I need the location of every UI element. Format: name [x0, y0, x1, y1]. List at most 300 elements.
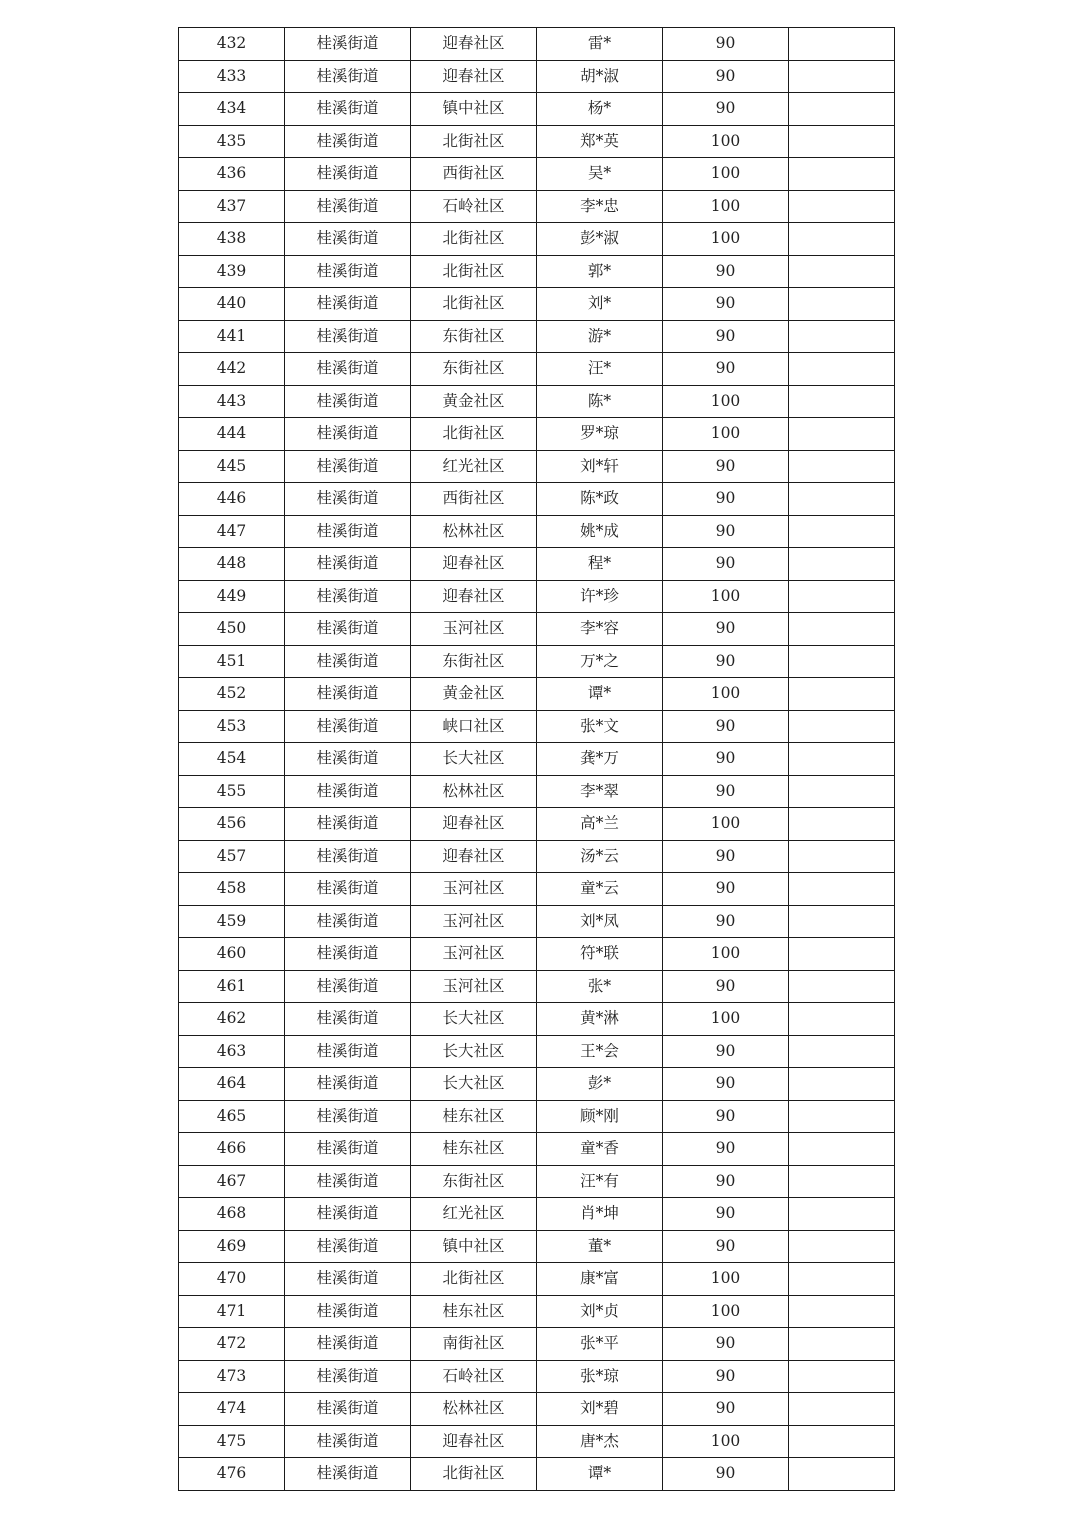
table-row: [179, 1165, 895, 1198]
amount-cell: 90: [663, 1328, 789, 1361]
street-cell: 桂溪街道: [285, 125, 411, 158]
street-cell: 桂溪街道: [285, 255, 411, 288]
name-cell: 刘*: [537, 288, 663, 321]
name-cell: 程*: [537, 548, 663, 581]
community-cell: 黄金社区: [411, 678, 537, 711]
remark-cell: [789, 1295, 895, 1328]
community-cell: 长大社区: [411, 1003, 537, 1036]
row-number-cell: 456: [179, 808, 285, 841]
amount-cell: 90: [663, 353, 789, 386]
street-cell: 桂溪街道: [285, 1425, 411, 1458]
table-row: [179, 808, 895, 841]
name-cell: 张*文: [537, 710, 663, 743]
table-row: [179, 905, 895, 938]
street-cell: 桂溪街道: [285, 1263, 411, 1296]
remark-cell: [789, 645, 895, 678]
row-number-cell: 459: [179, 905, 285, 938]
name-cell: 黄*淋: [537, 1003, 663, 1036]
community-cell: 松林社区: [411, 775, 537, 808]
street-cell: 桂溪街道: [285, 1035, 411, 1068]
name-cell: 高*兰: [537, 808, 663, 841]
name-cell: 彭*: [537, 1068, 663, 1101]
amount-cell: 90: [663, 1133, 789, 1166]
row-number-cell: 451: [179, 645, 285, 678]
table-row: [179, 645, 895, 678]
table-row: [179, 288, 895, 321]
street-cell: 桂溪街道: [285, 1003, 411, 1036]
amount-cell: 100: [663, 808, 789, 841]
remark-cell: [789, 1360, 895, 1393]
remark-cell: [789, 158, 895, 191]
amount-cell: 90: [663, 450, 789, 483]
table-row: [179, 710, 895, 743]
amount-cell: 90: [663, 288, 789, 321]
remark-cell: [789, 418, 895, 451]
name-cell: 汪*: [537, 353, 663, 386]
street-cell: 桂溪街道: [285, 1100, 411, 1133]
community-cell: 玉河社区: [411, 905, 537, 938]
street-cell: 桂溪街道: [285, 1393, 411, 1426]
community-cell: 石岭社区: [411, 190, 537, 223]
community-cell: 迎春社区: [411, 28, 537, 61]
row-number-cell: 473: [179, 1360, 285, 1393]
amount-cell: 90: [663, 515, 789, 548]
name-cell: 陈*: [537, 385, 663, 418]
table-row: [179, 1360, 895, 1393]
amount-cell: 90: [663, 645, 789, 678]
street-cell: 桂溪街道: [285, 450, 411, 483]
community-cell: 北街社区: [411, 1458, 537, 1491]
street-cell: 桂溪街道: [285, 1230, 411, 1263]
name-cell: 唐*杰: [537, 1425, 663, 1458]
row-number-cell: 465: [179, 1100, 285, 1133]
table-row: [179, 613, 895, 646]
remark-cell: [789, 938, 895, 971]
street-cell: 桂溪街道: [285, 60, 411, 93]
name-cell: 胡*淑: [537, 60, 663, 93]
community-cell: 西街社区: [411, 158, 537, 191]
table-row: [179, 320, 895, 353]
amount-cell: 100: [663, 1263, 789, 1296]
remark-cell: [789, 613, 895, 646]
remark-cell: [789, 1458, 895, 1491]
table-row: [179, 840, 895, 873]
remark-cell: [789, 1425, 895, 1458]
street-cell: 桂溪街道: [285, 808, 411, 841]
amount-cell: 90: [663, 483, 789, 516]
community-cell: 迎春社区: [411, 808, 537, 841]
street-cell: 桂溪街道: [285, 353, 411, 386]
amount-cell: 100: [663, 190, 789, 223]
amount-cell: 100: [663, 678, 789, 711]
row-number-cell: 453: [179, 710, 285, 743]
row-number-cell: 442: [179, 353, 285, 386]
data-table: [178, 27, 895, 1491]
table-row: [179, 418, 895, 451]
street-cell: 桂溪街道: [285, 28, 411, 61]
row-number-cell: 460: [179, 938, 285, 971]
row-number-cell: 438: [179, 223, 285, 256]
community-cell: 北街社区: [411, 125, 537, 158]
row-number-cell: 439: [179, 255, 285, 288]
row-number-cell: 446: [179, 483, 285, 516]
remark-cell: [789, 385, 895, 418]
amount-cell: 90: [663, 710, 789, 743]
amount-cell: 100: [663, 1425, 789, 1458]
community-cell: 桂东社区: [411, 1133, 537, 1166]
street-cell: 桂溪街道: [285, 905, 411, 938]
row-number-cell: 469: [179, 1230, 285, 1263]
street-cell: 桂溪街道: [285, 970, 411, 1003]
street-cell: 桂溪街道: [285, 1165, 411, 1198]
table-row: [179, 1003, 895, 1036]
table-row: [179, 385, 895, 418]
community-cell: 桂东社区: [411, 1100, 537, 1133]
remark-cell: [789, 483, 895, 516]
street-cell: 桂溪街道: [285, 775, 411, 808]
row-number-cell: 452: [179, 678, 285, 711]
amount-cell: 90: [663, 1393, 789, 1426]
community-cell: 东街社区: [411, 645, 537, 678]
remark-cell: [789, 1263, 895, 1296]
street-cell: 桂溪街道: [285, 840, 411, 873]
remark-cell: [789, 1035, 895, 1068]
remark-cell: [789, 1230, 895, 1263]
street-cell: 桂溪街道: [285, 483, 411, 516]
row-number-cell: 447: [179, 515, 285, 548]
table-body: [179, 28, 895, 1491]
row-number-cell: 474: [179, 1393, 285, 1426]
name-cell: 雷*: [537, 28, 663, 61]
name-cell: 彭*淑: [537, 223, 663, 256]
table-row: [179, 1263, 895, 1296]
amount-cell: 90: [663, 873, 789, 906]
amount-cell: 90: [663, 1035, 789, 1068]
amount-cell: 90: [663, 1230, 789, 1263]
table-row: [179, 353, 895, 386]
row-number-cell: 454: [179, 743, 285, 776]
remark-cell: [789, 190, 895, 223]
row-number-cell: 462: [179, 1003, 285, 1036]
remark-cell: [789, 775, 895, 808]
street-cell: 桂溪街道: [285, 873, 411, 906]
table-row: [179, 873, 895, 906]
community-cell: 玉河社区: [411, 613, 537, 646]
amount-cell: 90: [663, 93, 789, 126]
table-row: [179, 1393, 895, 1426]
row-number-cell: 476: [179, 1458, 285, 1491]
name-cell: 童*香: [537, 1133, 663, 1166]
table-row: [179, 1230, 895, 1263]
row-number-cell: 449: [179, 580, 285, 613]
amount-cell: 90: [663, 1360, 789, 1393]
remark-cell: [789, 1198, 895, 1231]
amount-cell: 90: [663, 548, 789, 581]
remark-cell: [789, 710, 895, 743]
remark-cell: [789, 93, 895, 126]
amount-cell: 90: [663, 28, 789, 61]
street-cell: 桂溪街道: [285, 580, 411, 613]
amount-cell: 100: [663, 1295, 789, 1328]
name-cell: 汪*有: [537, 1165, 663, 1198]
row-number-cell: 468: [179, 1198, 285, 1231]
row-number-cell: 440: [179, 288, 285, 321]
remark-cell: [789, 125, 895, 158]
street-cell: 桂溪街道: [285, 613, 411, 646]
table-row: [179, 60, 895, 93]
name-cell: 刘*贞: [537, 1295, 663, 1328]
amount-cell: 100: [663, 223, 789, 256]
table-row: [179, 580, 895, 613]
community-cell: 玉河社区: [411, 938, 537, 971]
row-number-cell: 434: [179, 93, 285, 126]
community-cell: 南街社区: [411, 1328, 537, 1361]
community-cell: 玉河社区: [411, 873, 537, 906]
amount-cell: 100: [663, 1003, 789, 1036]
amount-cell: 90: [663, 775, 789, 808]
street-cell: 桂溪街道: [285, 515, 411, 548]
community-cell: 桂东社区: [411, 1295, 537, 1328]
table-row: [179, 548, 895, 581]
amount-cell: 90: [663, 613, 789, 646]
remark-cell: [789, 288, 895, 321]
table-row: [179, 483, 895, 516]
amount-cell: 90: [663, 255, 789, 288]
row-number-cell: 457: [179, 840, 285, 873]
name-cell: 游*: [537, 320, 663, 353]
remark-cell: [789, 1328, 895, 1361]
row-number-cell: 461: [179, 970, 285, 1003]
street-cell: 桂溪街道: [285, 385, 411, 418]
name-cell: 顾*刚: [537, 1100, 663, 1133]
row-number-cell: 443: [179, 385, 285, 418]
community-cell: 松林社区: [411, 1393, 537, 1426]
name-cell: 李*容: [537, 613, 663, 646]
community-cell: 石岭社区: [411, 1360, 537, 1393]
name-cell: 刘*碧: [537, 1393, 663, 1426]
table-row: [179, 28, 895, 61]
street-cell: 桂溪街道: [285, 158, 411, 191]
remark-cell: [789, 808, 895, 841]
street-cell: 桂溪街道: [285, 1068, 411, 1101]
remark-cell: [789, 580, 895, 613]
table-row: [179, 1133, 895, 1166]
community-cell: 松林社区: [411, 515, 537, 548]
table-row: [179, 1035, 895, 1068]
name-cell: 刘*轩: [537, 450, 663, 483]
remark-cell: [789, 515, 895, 548]
remark-cell: [789, 1068, 895, 1101]
community-cell: 东街社区: [411, 320, 537, 353]
amount-cell: 90: [663, 320, 789, 353]
amount-cell: 90: [663, 743, 789, 776]
table-row: [179, 743, 895, 776]
remark-cell: [789, 970, 895, 1003]
street-cell: 桂溪街道: [285, 320, 411, 353]
table-row: [179, 1425, 895, 1458]
table-row: [179, 1458, 895, 1491]
community-cell: 长大社区: [411, 1068, 537, 1101]
street-cell: 桂溪街道: [285, 710, 411, 743]
community-cell: 迎春社区: [411, 60, 537, 93]
remark-cell: [789, 1003, 895, 1036]
name-cell: 陈*政: [537, 483, 663, 516]
amount-cell: 90: [663, 1198, 789, 1231]
remark-cell: [789, 223, 895, 256]
amount-cell: 90: [663, 1458, 789, 1491]
community-cell: 北街社区: [411, 288, 537, 321]
remark-cell: [789, 548, 895, 581]
remark-cell: [789, 450, 895, 483]
name-cell: 王*会: [537, 1035, 663, 1068]
community-cell: 迎春社区: [411, 548, 537, 581]
community-cell: 红光社区: [411, 1198, 537, 1231]
community-cell: 西街社区: [411, 483, 537, 516]
street-cell: 桂溪街道: [285, 190, 411, 223]
amount-cell: 100: [663, 125, 789, 158]
table-row: [179, 938, 895, 971]
name-cell: 张*琼: [537, 1360, 663, 1393]
community-cell: 北街社区: [411, 223, 537, 256]
community-cell: 东街社区: [411, 353, 537, 386]
row-number-cell: 435: [179, 125, 285, 158]
name-cell: 罗*琼: [537, 418, 663, 451]
amount-cell: 100: [663, 158, 789, 191]
row-number-cell: 433: [179, 60, 285, 93]
street-cell: 桂溪街道: [285, 938, 411, 971]
street-cell: 桂溪街道: [285, 548, 411, 581]
row-number-cell: 467: [179, 1165, 285, 1198]
table-row: [179, 1100, 895, 1133]
community-cell: 北街社区: [411, 1263, 537, 1296]
remark-cell: [789, 873, 895, 906]
row-number-cell: 436: [179, 158, 285, 191]
street-cell: 桂溪街道: [285, 743, 411, 776]
remark-cell: [789, 320, 895, 353]
name-cell: 谭*: [537, 1458, 663, 1491]
name-cell: 郭*: [537, 255, 663, 288]
name-cell: 肖*坤: [537, 1198, 663, 1231]
community-cell: 迎春社区: [411, 1425, 537, 1458]
community-cell: 迎春社区: [411, 580, 537, 613]
remark-cell: [789, 353, 895, 386]
row-number-cell: 470: [179, 1263, 285, 1296]
community-cell: 长大社区: [411, 1035, 537, 1068]
name-cell: 刘*凤: [537, 905, 663, 938]
name-cell: 谭*: [537, 678, 663, 711]
amount-cell: 90: [663, 970, 789, 1003]
community-cell: 红光社区: [411, 450, 537, 483]
amount-cell: 90: [663, 60, 789, 93]
row-number-cell: 458: [179, 873, 285, 906]
name-cell: 许*珍: [537, 580, 663, 613]
table-row: [179, 678, 895, 711]
street-cell: 桂溪街道: [285, 678, 411, 711]
row-number-cell: 441: [179, 320, 285, 353]
remark-cell: [789, 678, 895, 711]
data-table-container: [178, 27, 895, 1491]
row-number-cell: 472: [179, 1328, 285, 1361]
street-cell: 桂溪街道: [285, 645, 411, 678]
remark-cell: [789, 1100, 895, 1133]
amount-cell: 90: [663, 1165, 789, 1198]
name-cell: 董*: [537, 1230, 663, 1263]
row-number-cell: 437: [179, 190, 285, 223]
row-number-cell: 475: [179, 1425, 285, 1458]
table-row: [179, 255, 895, 288]
remark-cell: [789, 255, 895, 288]
street-cell: 桂溪街道: [285, 93, 411, 126]
name-cell: 吴*: [537, 158, 663, 191]
amount-cell: 100: [663, 938, 789, 971]
remark-cell: [789, 28, 895, 61]
street-cell: 桂溪街道: [285, 1133, 411, 1166]
remark-cell: [789, 1165, 895, 1198]
name-cell: 万*之: [537, 645, 663, 678]
table-row: [179, 775, 895, 808]
street-cell: 桂溪街道: [285, 288, 411, 321]
remark-cell: [789, 60, 895, 93]
community-cell: 北街社区: [411, 255, 537, 288]
name-cell: 姚*成: [537, 515, 663, 548]
community-cell: 东街社区: [411, 1165, 537, 1198]
name-cell: 郑*英: [537, 125, 663, 158]
row-number-cell: 450: [179, 613, 285, 646]
row-number-cell: 432: [179, 28, 285, 61]
street-cell: 桂溪街道: [285, 1295, 411, 1328]
community-cell: 北街社区: [411, 418, 537, 451]
name-cell: 李*忠: [537, 190, 663, 223]
amount-cell: 100: [663, 418, 789, 451]
amount-cell: 90: [663, 905, 789, 938]
row-number-cell: 455: [179, 775, 285, 808]
name-cell: 康*富: [537, 1263, 663, 1296]
name-cell: 张*: [537, 970, 663, 1003]
name-cell: 张*平: [537, 1328, 663, 1361]
community-cell: 黄金社区: [411, 385, 537, 418]
table-row: [179, 1068, 895, 1101]
amount-cell: 90: [663, 1100, 789, 1133]
table-row: [179, 190, 895, 223]
community-cell: 玉河社区: [411, 970, 537, 1003]
table-row: [179, 450, 895, 483]
row-number-cell: 463: [179, 1035, 285, 1068]
community-cell: 长大社区: [411, 743, 537, 776]
table-row: [179, 970, 895, 1003]
amount-cell: 100: [663, 385, 789, 418]
row-number-cell: 471: [179, 1295, 285, 1328]
row-number-cell: 444: [179, 418, 285, 451]
name-cell: 龚*万: [537, 743, 663, 776]
street-cell: 桂溪街道: [285, 1360, 411, 1393]
street-cell: 桂溪街道: [285, 1328, 411, 1361]
community-cell: 镇中社区: [411, 93, 537, 126]
row-number-cell: 448: [179, 548, 285, 581]
amount-cell: 100: [663, 580, 789, 613]
table-row: [179, 515, 895, 548]
remark-cell: [789, 840, 895, 873]
amount-cell: 90: [663, 1068, 789, 1101]
name-cell: 童*云: [537, 873, 663, 906]
name-cell: 符*联: [537, 938, 663, 971]
community-cell: 峡口社区: [411, 710, 537, 743]
remark-cell: [789, 743, 895, 776]
amount-cell: 90: [663, 840, 789, 873]
name-cell: 李*翠: [537, 775, 663, 808]
community-cell: 迎春社区: [411, 840, 537, 873]
table-row: [179, 1328, 895, 1361]
row-number-cell: 464: [179, 1068, 285, 1101]
